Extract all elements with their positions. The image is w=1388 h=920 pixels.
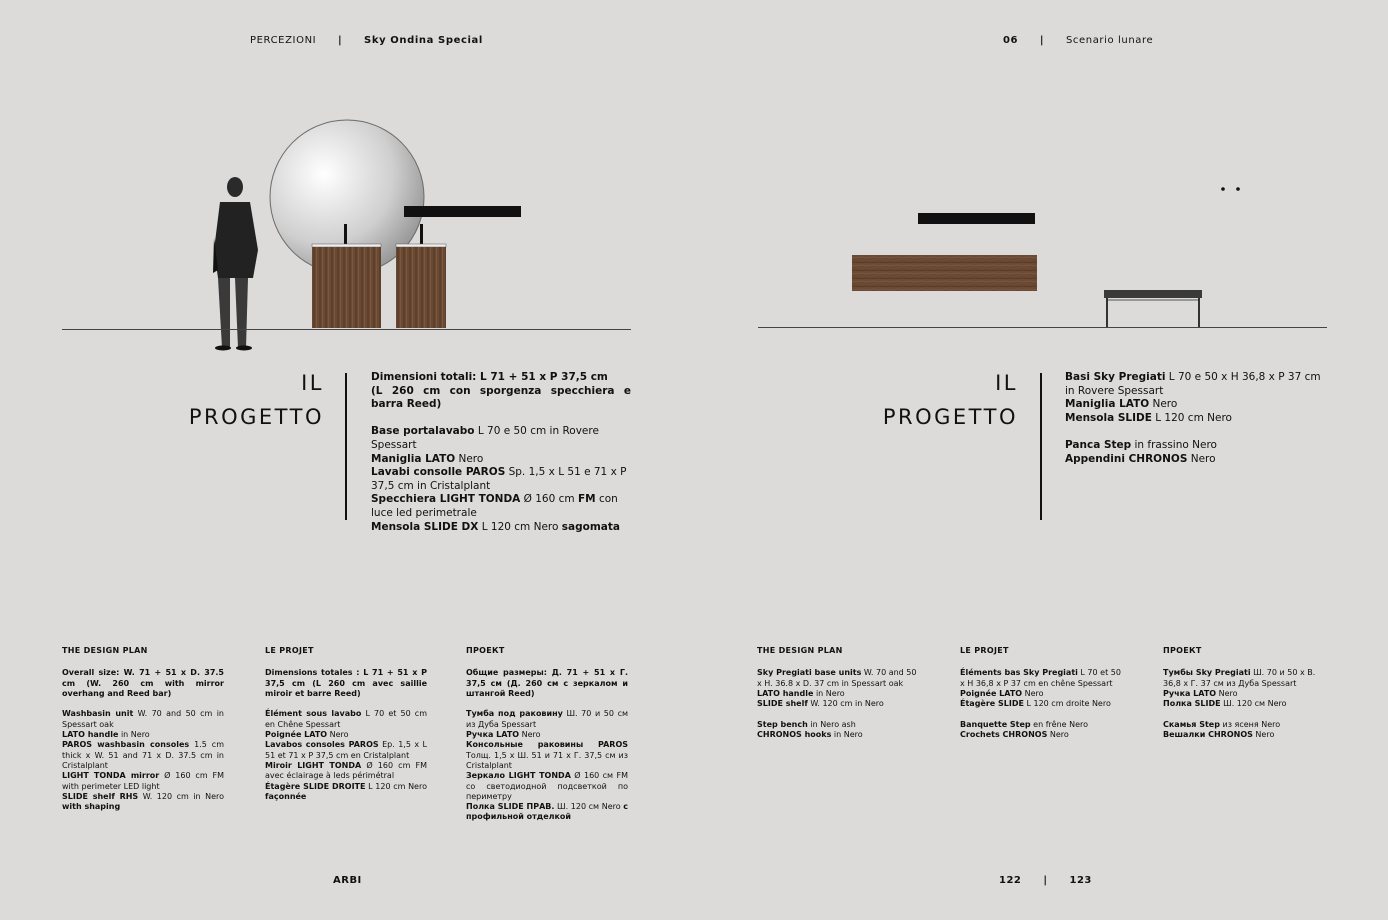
basins-text: Sp. 1,5 x L 51 e 71 x P 37,5 cm in Cristalplant — [371, 466, 627, 492]
mirror-text: Ø 160 cm — [520, 493, 578, 506]
item-label: Вешалки CHRONOS — [1163, 730, 1253, 740]
page-right: 123 — [1069, 875, 1092, 886]
overall-size: Overall size: W. 71 + 51 x D. 37.5 cm (W. 260 cm with mirror overhang and Reed bar) — [62, 668, 224, 698]
page-numbers — [999, 875, 1092, 886]
item-text: Nero — [327, 730, 349, 740]
item-label: Тумбы Sky Pregiati — [1163, 668, 1251, 678]
sky-pregiati-base — [852, 255, 1037, 291]
item-label: LATO handle — [757, 688, 814, 698]
col-heading: ПРОЕКТ — [466, 646, 505, 655]
item-label-2: façonnée — [265, 791, 307, 801]
header-separator: | — [1039, 35, 1045, 46]
left-col-ru — [466, 646, 628, 823]
item-label: Crochets CHRONOS — [960, 730, 1048, 740]
chapter-number: 06 — [1003, 35, 1019, 46]
page-left: 122 — [999, 875, 1022, 886]
item-text: Nero — [519, 730, 541, 740]
title-line-2: PROGETTO — [882, 405, 1018, 429]
item-label: Скамья Step — [1163, 719, 1220, 729]
item-label: PAROS washbasin consoles — [62, 740, 190, 750]
item-label: Poignée LATO — [265, 730, 328, 740]
base-text: L 70 e 50 cm in Rovere Spessart — [371, 425, 599, 451]
item-text: Nero — [1047, 730, 1069, 740]
item-text: Ш. 120 см Nero — [1220, 699, 1287, 709]
item-text: Ø 160 см FM со светодиодной подсветкой по периметру — [466, 771, 628, 801]
item-label: Ручка LATO — [1163, 688, 1217, 698]
mirror-label-2: FM — [577, 493, 596, 506]
item-text: L 120 cm Nero — [365, 781, 427, 791]
item-text: Ep. 1,5 x L 51 et 71 x P 37,5 cm en Cristalplant — [265, 740, 428, 760]
section-label: PERCEZIONI — [250, 35, 317, 46]
item-label: LATO handle — [62, 730, 119, 740]
item-label: Étagère SLIDE DROITE — [265, 781, 366, 791]
bench-label: Panca Step — [1065, 438, 1132, 451]
item-label: Étagère SLIDE — [960, 699, 1024, 709]
header-left — [250, 35, 483, 46]
item-text: из ясеня Nero — [1219, 719, 1281, 729]
header-right — [1003, 35, 1153, 46]
handle-label: Maniglia LATO — [371, 452, 456, 465]
item-text: Nero — [1216, 688, 1238, 698]
item-label: Lavabos consoles PAROS — [265, 740, 379, 750]
item-label: Тумба под раковину — [466, 709, 563, 719]
basins-label: Lavabi consolle PAROS — [371, 466, 506, 479]
right-illustration — [840, 180, 1250, 330]
chronos-hook-right — [1236, 187, 1240, 191]
item-label-2: с профильной отделкой — [466, 802, 628, 822]
shelf-text: L 120 cm Nero — [1151, 411, 1232, 424]
step-bench — [1104, 290, 1202, 327]
washbasin-unit-right — [396, 247, 446, 328]
title-divider — [345, 373, 347, 520]
bases-text: L 70 e 50 x H 36,8 x P 37 cm in Rovere Spessart — [1065, 371, 1321, 397]
item-text: Ø 160 cm FM avec éclairage à leds périmétral — [265, 760, 428, 781]
left-col-en — [62, 646, 224, 812]
item-text: W. 70 and 50 cm in Spessart oak — [62, 709, 224, 729]
item-text: W. 120 cm in Nero — [138, 791, 225, 801]
col-heading: THE DESIGN PLAN — [757, 646, 843, 655]
item-label: SLIDE shelf RHS — [62, 791, 139, 801]
faucet-left — [344, 224, 347, 246]
slide-shelf — [918, 213, 1035, 224]
item-text: Ш. 70 и 50 см из Дуба Spessart — [466, 709, 628, 729]
item-label: SLIDE shelf — [757, 699, 808, 709]
col-heading: LE PROJET — [265, 646, 314, 655]
hooks-text: Nero — [1187, 452, 1216, 465]
scenario-label: Scenario lunare — [1065, 35, 1154, 46]
brand-footer: ARBI — [333, 875, 362, 886]
item-label: Éléments bas Sky Pregiati — [960, 668, 1078, 678]
col-heading: LE PROJET — [960, 646, 1009, 655]
item-text: in Nero — [118, 730, 150, 740]
person-figure — [213, 177, 258, 351]
header-separator: | — [337, 35, 343, 46]
shelf-label: Mensola SLIDE DX — [371, 520, 479, 533]
item-label: Полка SLIDE ПРАВ. — [466, 802, 555, 812]
item-text: L 70 et 50 x H 36,8 x P 37 cm en chêne Spessart — [960, 668, 1121, 688]
item-label: Sky Pregiati base units — [757, 668, 862, 678]
item-text: Толщ. 1,5 х Ш. 51 и 71 х Г. 37,5 см из Cristalplant — [466, 750, 628, 770]
item-text: Nero — [1252, 730, 1275, 740]
left-illustration — [60, 110, 635, 355]
item-label: Poignée LATO — [960, 688, 1023, 698]
item-label: Консольные раковины PAROS — [466, 740, 628, 750]
bench-text: in frassino Nero — [1131, 438, 1217, 451]
shelf-label: Mensola SLIDE — [1065, 411, 1152, 424]
left-spec — [371, 371, 631, 534]
item-text: Nero — [1022, 688, 1044, 698]
title-line-1: IL — [995, 371, 1018, 395]
handle-text: Nero — [455, 452, 484, 465]
title-line-1: IL — [301, 371, 324, 395]
item-label: Полка SLIDE — [1163, 699, 1221, 709]
chronos-hook-left — [1221, 187, 1225, 191]
right-col-ru — [1163, 646, 1328, 740]
bases-label: Basi Sky Pregiati — [1065, 371, 1166, 383]
item-text: L 70 et 50 cm en Chêne Spessart — [265, 709, 427, 729]
item-text: Ш. 70 и 50 х В. 36,8 х Г. 37 см из Дуба Spessart — [1163, 668, 1316, 688]
item-text: en frêne Nero — [1030, 719, 1089, 729]
slide-shelf — [404, 206, 521, 217]
hooks-label: Appendini CHRONOS — [1065, 452, 1188, 465]
overall-size: Dimensions totales : L 71 + 51 x P 37,5 cm (L 260 cm avec saillie miroir et barre Reed) — [265, 668, 427, 698]
shelf-label-2: sagomata — [561, 520, 620, 533]
base-label: Base portalavabo — [371, 425, 475, 438]
item-label: Ручка LATO — [466, 730, 520, 740]
item-label: Washbasin unit — [62, 709, 134, 719]
item-text: Ø 160 cm FM with perimeter LED light — [62, 771, 225, 791]
floor-line-right — [758, 327, 1327, 328]
item-text: W. 120 cm in Nero — [807, 699, 884, 709]
overall-size: Общие размеры: Д. 71 + 51 х Г. 37,5 см (Д. 260 см с зеркалом и штангой Reed) — [466, 668, 628, 698]
col-heading: ПРОЕКТ — [1163, 646, 1202, 655]
mirror-text-2: con luce led perimetrale — [371, 493, 618, 519]
item-label: CHRONOS hooks — [757, 730, 832, 740]
collection-label: Sky Ondina Special — [364, 35, 483, 46]
faucet-right — [420, 224, 423, 246]
overall-size-note: (L 260 cm con sporgenza specchiera e barra Reed) — [371, 384, 631, 411]
right-spec — [1065, 371, 1330, 466]
right-section-title — [844, 366, 1018, 434]
right-col-fr — [960, 646, 1122, 740]
item-text: in Nero — [831, 730, 863, 740]
item-text: in Nero — [813, 688, 845, 698]
item-text: L 120 cm droite Nero — [1023, 699, 1111, 709]
col-heading: THE DESIGN PLAN — [62, 646, 148, 655]
item-label: Miroir LIGHT TONDA — [265, 760, 362, 770]
mirror-label: Specchiera LIGHT TONDA — [371, 493, 521, 506]
handle-label: Maniglia LATO — [1065, 398, 1150, 411]
washbasin-unit-left — [312, 247, 381, 328]
left-section-title — [150, 366, 324, 434]
left-col-fr — [265, 646, 427, 802]
item-label: Зеркало LIGHT TONDA — [466, 771, 571, 781]
item-text: in Nero ash — [807, 719, 856, 729]
right-col-en — [757, 646, 919, 740]
item-text: W. 70 and 50 x H. 36.8 x D. 37 cm in Spessart oak — [757, 668, 917, 688]
title-divider — [1040, 373, 1042, 520]
overall-size: Dimensioni totali: L 71 + 51 x P 37,5 cm — [371, 371, 608, 383]
item-label: Banquette Step — [960, 719, 1031, 729]
item-label-2: with shaping — [62, 802, 121, 812]
handle-text: Nero — [1149, 398, 1178, 411]
item-label: Step bench — [757, 719, 808, 729]
floor-line-left — [62, 329, 631, 330]
footer-separator: | — [1043, 875, 1048, 886]
item-text: 1.5 cm thick x W. 51 and 71 x D. 37.5 cm in Cristalplant — [62, 740, 224, 770]
item-text: Ш. 120 см Nero — [554, 802, 624, 812]
title-line-2: PROGETTO — [188, 405, 324, 429]
item-label: LIGHT TONDA mirror — [62, 771, 160, 781]
item-label: Élément sous lavabo — [265, 709, 362, 719]
shelf-text: L 120 cm Nero — [478, 520, 562, 533]
